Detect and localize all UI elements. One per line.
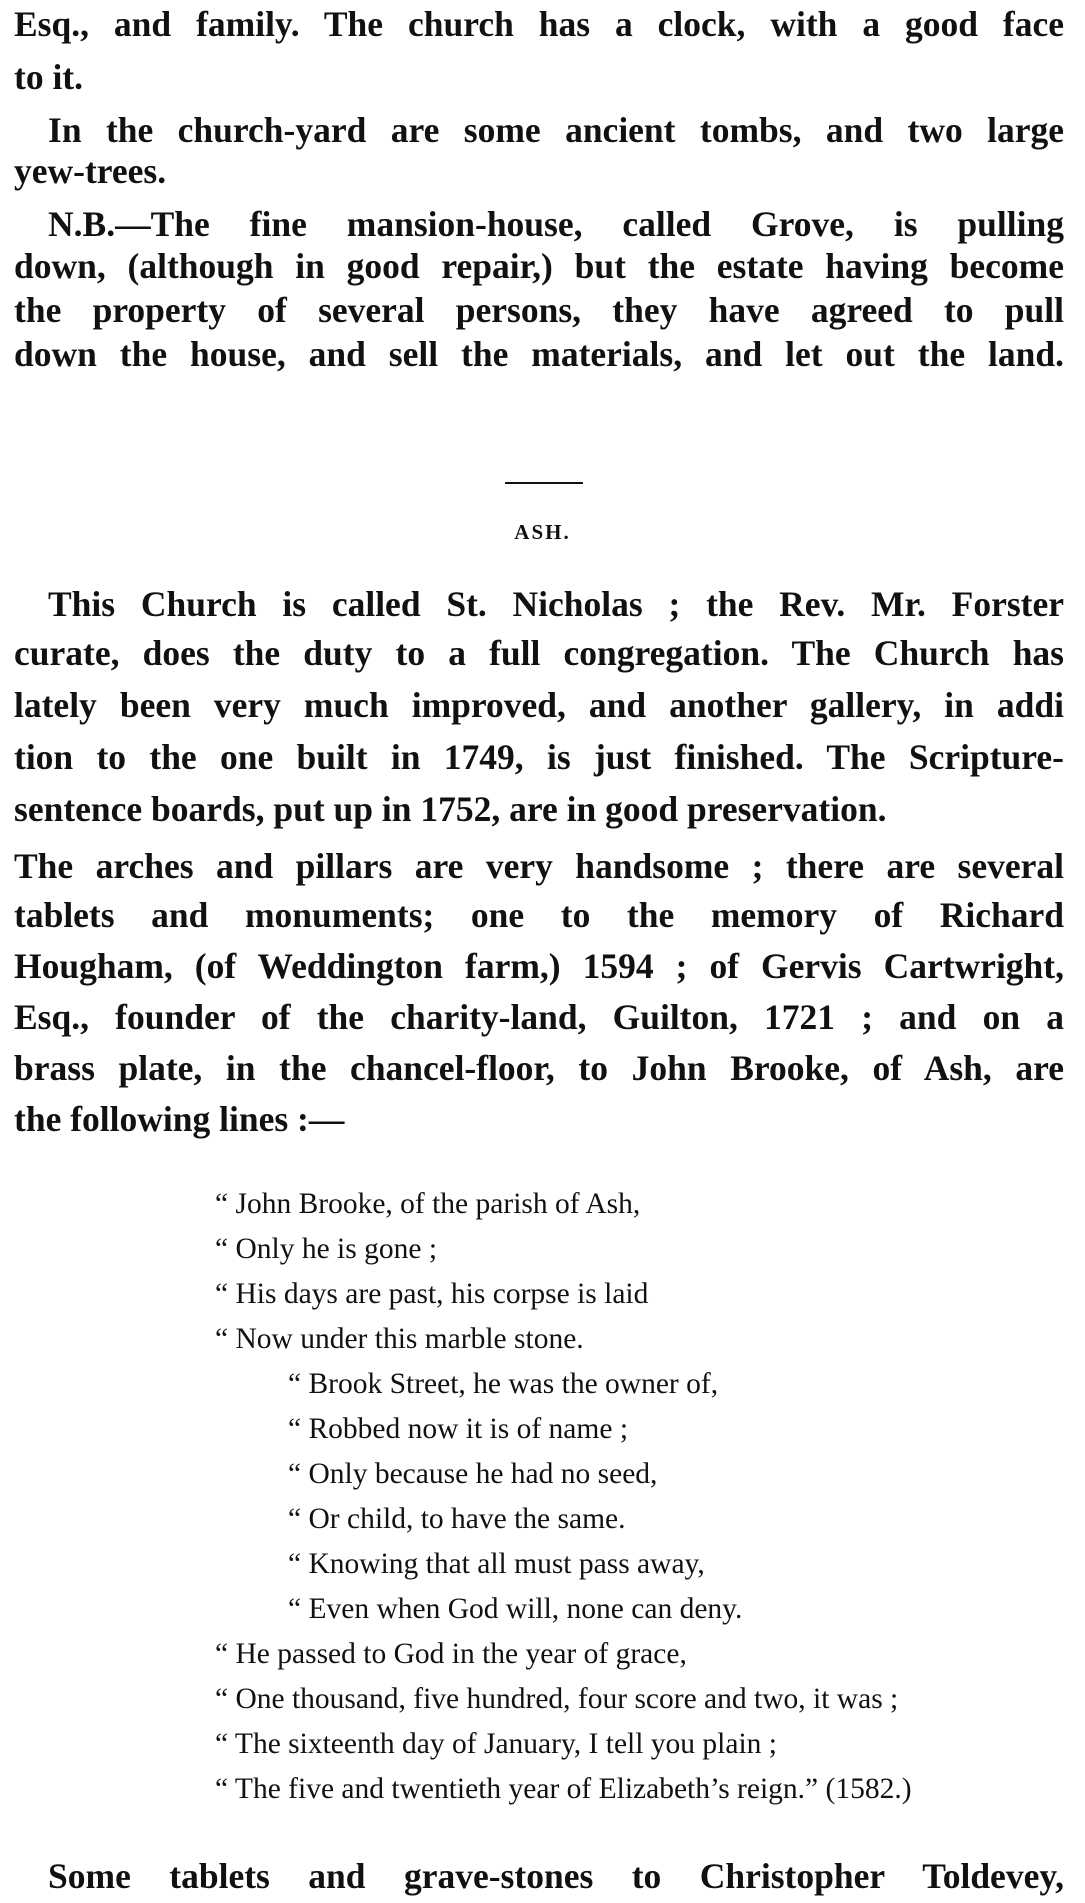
paragraph-grove-note bbox=[14, 244, 1064, 376]
text-line: the following lines :— bbox=[14, 1099, 345, 1139]
verse-line: “ John Brooke, of the parish of Ash, bbox=[215, 1188, 641, 1220]
verse-stanza-3 bbox=[215, 1632, 912, 1812]
verse-line: “ Only he is gone ; bbox=[215, 1233, 438, 1265]
text-line: yew-trees. bbox=[14, 151, 167, 191]
text-line: Esq., founder of the charity-land, Guilton, 1721 ; and on a bbox=[14, 997, 1064, 1037]
text-line: Some tablets and grave-stones to Christopher Toldevey, bbox=[48, 1856, 1064, 1896]
text-line: N.B.—The fine mansion-house, called Grove, is pulling bbox=[48, 204, 1064, 244]
verse-line: “ Robbed now it is of name ; bbox=[288, 1413, 629, 1445]
text-line: the property of several persons, they have agreed to pull bbox=[14, 290, 1064, 330]
text-line: lately been very much improved, and another gallery, in addi bbox=[14, 685, 1064, 725]
paragraph-church-yard-cont bbox=[14, 145, 1064, 198]
text-line: This Church is called St. Nicholas ; the Rev. Mr. Forster bbox=[48, 584, 1064, 624]
verse-line: “ Brook Street, he was the owner of, bbox=[288, 1368, 719, 1400]
text-line: tion to the one built in 1749, is just finished. The Scripture- bbox=[14, 737, 1064, 777]
text-line: to it. bbox=[14, 57, 84, 97]
text-line: Hougham, (of Weddington farm,) 1594 ; of Gervis Cartwright, bbox=[14, 946, 1064, 986]
section-divider bbox=[505, 482, 583, 484]
verse-line: “ Knowing that all must pass away, bbox=[288, 1548, 705, 1580]
text-line: In the church-yard are some ancient tombs, and two large bbox=[48, 110, 1064, 150]
text-line: brass plate, in the chancel-floor, to John Brooke, of Ash, are bbox=[14, 1048, 1064, 1088]
paragraph-arches bbox=[14, 890, 1064, 1145]
text-line: down the house, and sell the materials, and let out the land. bbox=[14, 334, 1064, 374]
paragraph-ash-church bbox=[14, 627, 1064, 835]
verse-line: “ Only because he had no seed, bbox=[288, 1458, 658, 1490]
verse-line: “ His days are past, his corpse is laid bbox=[215, 1278, 649, 1310]
text-line: down, (although in good repair,) but the estate having become bbox=[14, 246, 1064, 286]
verse-line: “ The sixteenth day of January, I tell you plain ; bbox=[215, 1728, 777, 1760]
text-line: tablets and monuments; one to the memory of Richard bbox=[14, 895, 1064, 935]
text-line: Esq., and family. The church has a clock, with a good face bbox=[14, 4, 1064, 44]
text-line: The arches and pillars are very handsome ; there are several bbox=[14, 846, 1064, 886]
text-line: curate, does the duty to a full congregation. The Church has bbox=[14, 633, 1064, 673]
paragraph-church-clock bbox=[14, 0, 1064, 104]
verse-line: “ One thousand, five hundred, four score and two, it was ; bbox=[215, 1683, 899, 1715]
section-heading: ASH. bbox=[514, 520, 571, 544]
verse-line: “ Even when God will, none can deny. bbox=[288, 1593, 743, 1625]
paragraph-arches-first bbox=[14, 840, 1064, 893]
paragraph-ash-church-first bbox=[48, 578, 1064, 631]
text-line: sentence boards, put up in 1752, are in good preservation. bbox=[14, 789, 887, 829]
verse-line: “ Now under this marble stone. bbox=[215, 1323, 584, 1355]
verse-line: “ Or child, to have the same. bbox=[288, 1503, 626, 1535]
verse-line: “ The five and twentieth year of Elizabeth’s reign.” (1582.) bbox=[215, 1773, 912, 1805]
verse-line: “ He passed to God in the year of grace, bbox=[215, 1638, 687, 1670]
paragraph-tablets bbox=[48, 1850, 1064, 1903]
verse-stanza-1 bbox=[215, 1182, 648, 1362]
verse-stanza-2 bbox=[288, 1362, 742, 1632]
